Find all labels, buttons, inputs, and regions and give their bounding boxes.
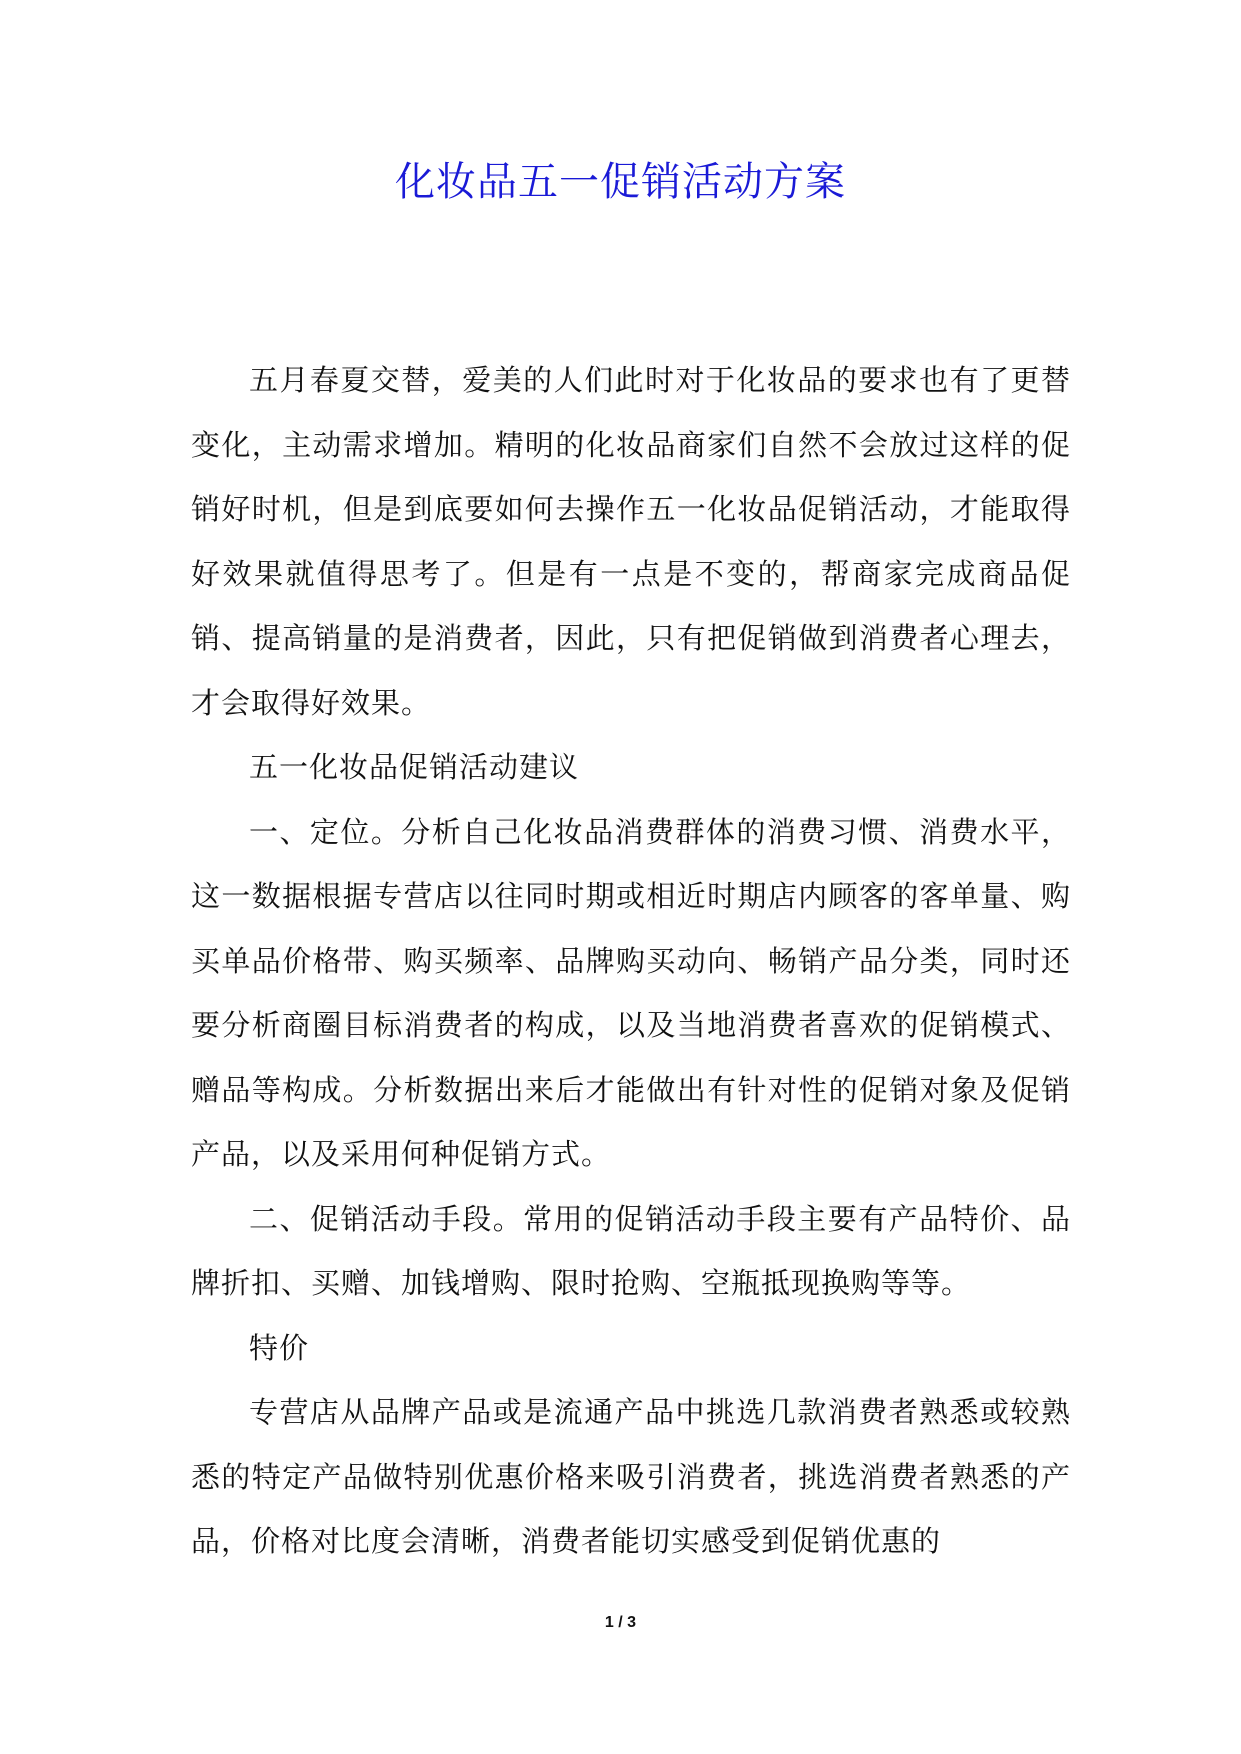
paragraph-intro: 五月春夏交替，爱美的人们此时对于化妆品的要求也有了更替变化，主动需求增加。精明的化妆品商家们自然不会放过这样的促销好时机，但是到底要如何去操作五一化妆品促销活动，才能取得好效果就值得思考了。但是有一点是不变的，帮商家完成商品促销、提高销量的是消费者，因此，只有把促销做到消费者心理去，才会取得好效果。 — [191, 363, 1071, 720]
paragraph-subheading-special-price: 特价 — [249, 1330, 310, 1365]
paragraph-positioning: 一、定位。分析自己化妆品消费群体的消费习惯、消费水平，这一数据根据专营店以往同时期或相近时期店内顾客的客单量、购买单品价格带、购买频率、品牌购买动向、畅销产品分类，同时还要分析商圈目标消费者的构成，以及当地消费者喜欢的促销模式、赠品等构成。分析数据出来后才能做出有针对性的促销对象及促销产品，以及采用何种促销方式。 — [191, 814, 1071, 1171]
page-number: 1 / 3 — [604, 1614, 637, 1631]
paragraph-special-price: 专营店从品牌产品或是流通产品中挑选几款消费者熟悉或较熟悉的特定产品做特别优惠价格来吸引消费者，挑选消费者熟悉的产品，价格对比度会清晰，消费者能切实感受到促销优惠的 — [191, 1395, 1071, 1558]
document-title: 化妆品五一促销活动方案 — [395, 159, 846, 205]
paragraph-section-heading: 五一化妆品促销活动建议 — [249, 750, 580, 784]
paragraph-promotion-methods: 二、促销活动手段。常用的促销活动手段主要有产品特价、品牌折扣、买赠、加钱增购、限时抢购、空瓶抵现换购等等。 — [191, 1201, 1071, 1300]
document-body — [191, 348, 1071, 1574]
